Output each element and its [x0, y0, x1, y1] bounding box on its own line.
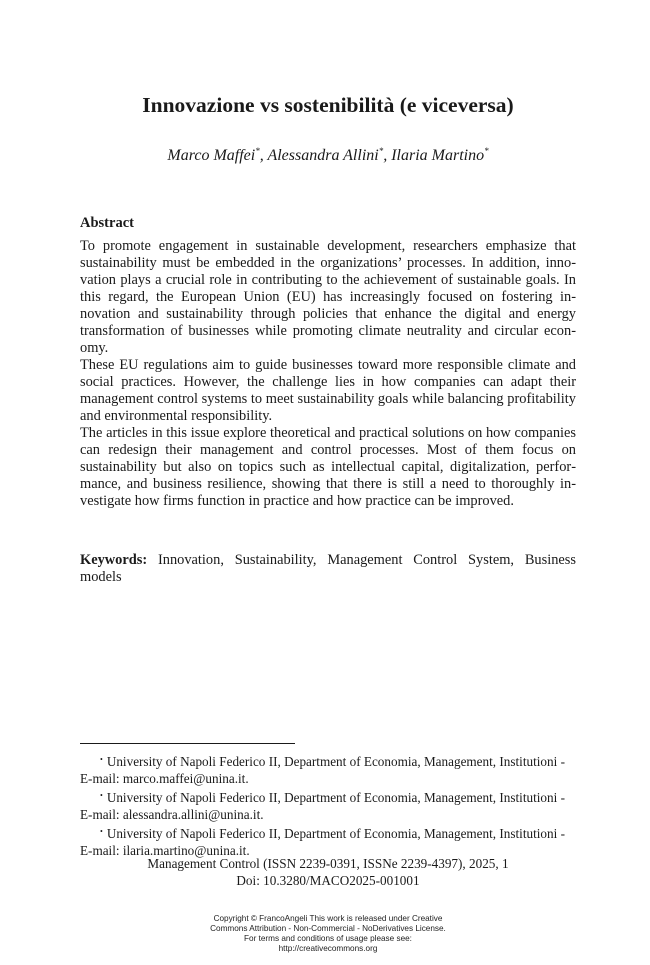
article-page: [80, 0, 576, 965]
keywords: [80, 552, 576, 586]
author-mark: *: [378, 146, 384, 156]
footnote-bullet: •: [100, 791, 103, 800]
abstract-paragraph: To promote engagement in sustainable development, researchers emphasize that sustainability must be embedded in the organizations’ processes. In addition, innovation plays a crucial role in contributing to the achievement of sustainable goals. In this regard, the European Union (EU) has increasingly focused on fostering innovation and sustainability through policies that enhance the digital and energy transformation of businesses while promoting climate neutrality and circular economy.: [80, 238, 576, 356]
copyright-line: For terms and conditions of usage please see:: [244, 934, 412, 943]
copyright-link[interactable]: http://creativecommons.org: [278, 944, 378, 953]
article-title: Innovazione vs sostenibilità (e viceversa): [142, 93, 514, 117]
copyright-notice: [80, 914, 576, 954]
footnote-bullet: •: [100, 827, 103, 836]
footnote: [80, 787, 576, 823]
footnote-email: E-mail: marco.maffei@unina.it.: [80, 771, 249, 786]
abstract-paragraph: The articles in this issue explore theoretical and practical solutions on how companies can redesign their management and control processes. Most of them focus on sustainability but also on topics such as intellectual capital, digitalization, performance, and business resilience, showing that there is still a need to thoroughly investigate how firms function in practice and how practice can be improved.: [80, 425, 576, 509]
abstract-heading: Abstract: [80, 215, 134, 231]
footnote-affiliation: University of Napoli Federico II, Department of Economia, Management, Institutioni -: [106, 754, 565, 769]
author-name: Alessandra Allini: [267, 147, 379, 164]
footnote-affiliation: University of Napoli Federico II, Department of Economia, Management, Institutioni -: [106, 790, 565, 805]
footnote-affiliation: University of Napoli Federico II, Department of Economia, Management, Institutioni -: [106, 826, 565, 841]
footnote-divider: [80, 743, 295, 744]
journal-doi: Doi: 10.3280/MACO2025-001001: [236, 873, 420, 888]
author-name: Ilaria Martino: [391, 147, 485, 164]
keywords-text: Innovation, Sustainability, Management Control System, Business models: [80, 552, 576, 585]
author-name: Marco Maffei: [167, 147, 256, 164]
author-line: Marco Maffei*, Alessandra Allini*, Ilaria Martino*: [167, 146, 489, 164]
footnote-bullet: •: [100, 755, 103, 764]
footnote: [80, 751, 576, 787]
journal-info: [80, 855, 576, 889]
author-mark: *: [255, 146, 260, 156]
journal-citation: Management Control (ISSN 2239-0391, ISSNe 2239-4397), 2025, 1: [147, 856, 509, 871]
abstract-body: [80, 238, 576, 510]
footnote-email: E-mail: alessandra.allini@unina.it.: [80, 807, 264, 822]
copyright-line: Commons Attribution - Non-Commercial - NoDerivatives License.: [210, 924, 446, 933]
copyright-line: Copyright © FrancoAngeli This work is released under Creative: [213, 914, 443, 923]
footnote: [80, 823, 576, 859]
abstract-paragraph: These EU regulations aim to guide businesses toward more responsible climate and social practices. However, the challenge lies in how companies can adapt their management control systems to meet sustainability goals while balancing profitability and environmental responsibility.: [80, 357, 576, 424]
keywords-label: Keywords:: [80, 552, 148, 568]
author-mark: *: [484, 146, 489, 156]
footnotes: [80, 751, 576, 859]
footnote-email: E-mail: ilaria.martino@unina.it.: [80, 843, 250, 858]
